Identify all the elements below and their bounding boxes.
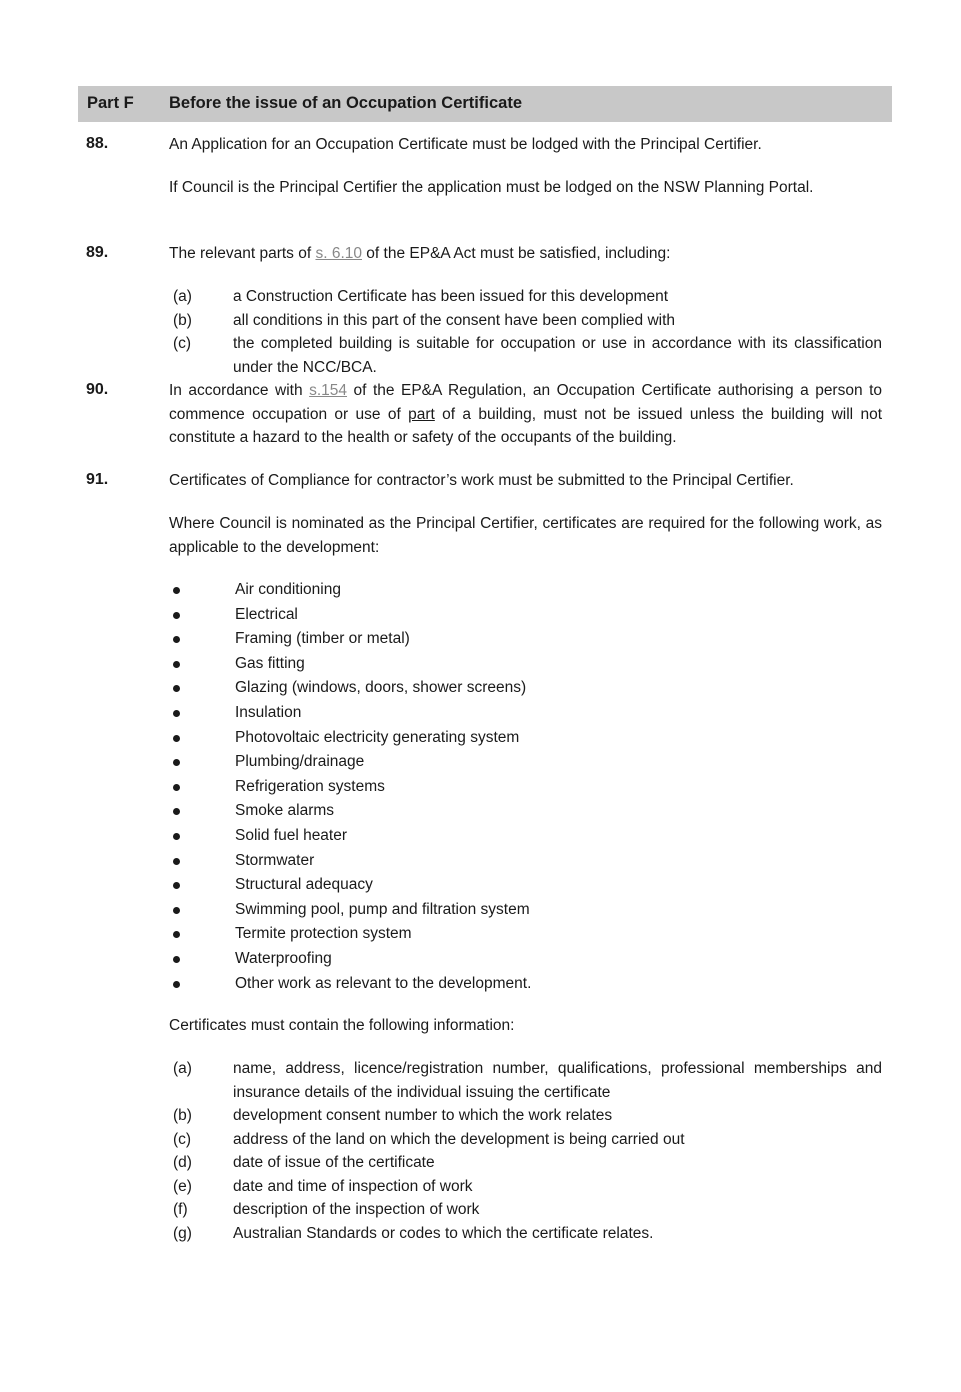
- condition-89-sub-item: [169, 285, 882, 309]
- bullet-icon: [173, 981, 180, 988]
- certificate-info-item-label: (e): [173, 1177, 192, 1195]
- certificate-info-item: [169, 1151, 882, 1175]
- condition-90-pre: In accordance with: [169, 382, 310, 399]
- certificate-info-list: [169, 1057, 882, 1245]
- part-header: [78, 86, 892, 122]
- bullet-icon: [173, 858, 180, 865]
- work-types-list: [169, 578, 882, 996]
- bullet-icon: [173, 907, 180, 914]
- bullet-icon: [173, 587, 180, 594]
- condition-89-sub-item-label: (c): [173, 335, 192, 352]
- work-type-item: [169, 750, 882, 775]
- work-type-text: Framing (timber or metal): [235, 630, 410, 648]
- bullet-icon: [173, 759, 180, 766]
- bullet-icon: [173, 710, 180, 717]
- condition-number-90: 90.: [86, 381, 109, 398]
- work-type-text: Electrical: [235, 605, 298, 623]
- condition-90-post: of a building, must not be issued unless the building will not constitute a hazard to the health or safety of the occupants of the building.: [169, 405, 882, 446]
- condition-89-sub-item: [169, 332, 882, 379]
- condition-89-sub-item-text: all conditions in this part of the consent have been complied with: [233, 311, 676, 329]
- certificate-info-item-label: (c): [173, 1130, 192, 1148]
- work-type-item: [169, 873, 882, 898]
- condition-number-91: 91.: [86, 471, 109, 488]
- bullet-icon: [173, 931, 180, 938]
- bullet-icon: [173, 661, 180, 668]
- work-type-text: Structural adequacy: [235, 876, 373, 894]
- condition-91-text: Certificates of Compliance for contractor’s work must be submitted to the Principal Certifier.: [169, 472, 794, 489]
- certificate-info-item-text: date of issue of the certificate: [233, 1154, 435, 1171]
- certificate-info-item: [169, 1175, 882, 1199]
- work-type-item: [169, 627, 882, 652]
- work-type-text: Air conditioning: [235, 581, 341, 598]
- certificate-info-item-text: name, address, licence/registration number, qualifications, professional memberships and insurance details of the individual issuing the certificate: [233, 1060, 882, 1101]
- condition-89-text: [169, 242, 882, 266]
- condition-89-list: [169, 285, 882, 379]
- work-type-item: [169, 701, 882, 726]
- act-section-link[interactable]: s. 6.10: [315, 245, 362, 262]
- work-type-text: Refrigeration systems: [235, 777, 385, 795]
- regulation-section-link[interactable]: s.154: [309, 382, 348, 399]
- condition-89-sub-item-label: (a): [173, 288, 192, 305]
- bullet-icon: [173, 735, 180, 742]
- certificate-info-item: [169, 1198, 882, 1222]
- certificate-info-item-text: description of the inspection of work: [233, 1201, 480, 1218]
- part-label: Part F: [87, 94, 134, 112]
- certificate-info-item-label: (f): [173, 1201, 188, 1218]
- condition-number-89: 89.: [86, 244, 109, 261]
- work-type-item: [169, 947, 882, 972]
- work-type-text: Insulation: [235, 703, 302, 721]
- bullet-icon: [173, 808, 180, 815]
- work-type-text: Glazing (windows, doors, shower screens): [235, 679, 527, 697]
- bullet-icon: [173, 685, 180, 692]
- certificate-info-item-text: development consent number to which the work relates: [233, 1107, 613, 1124]
- bullet-icon: [173, 784, 180, 791]
- condition-88-portal-text: If Council is the Principal Certifier the application must be lodged on the NSW Planning Portal.: [169, 179, 814, 196]
- work-type-text: Photovoltaic electricity generating system: [235, 728, 520, 746]
- condition-89-sub-item-text: the completed building is suitable for occupation or use in accordance with its classification under the NCC/BCA.: [233, 335, 882, 376]
- work-type-item: [169, 898, 882, 923]
- work-type-item: [169, 849, 882, 874]
- bullet-icon: [173, 882, 180, 889]
- work-type-item: [169, 676, 882, 701]
- work-type-text: Swimming pool, pump and filtration system: [235, 900, 530, 918]
- bullet-icon: [173, 833, 180, 840]
- certificate-info-item: [169, 1128, 882, 1152]
- certificate-info-item-text: Australian Standards or codes to which the certificate relates.: [233, 1224, 654, 1242]
- work-type-item: [169, 824, 882, 849]
- condition-90-underlined: part: [408, 405, 435, 423]
- work-type-item: [169, 922, 882, 947]
- work-type-item: [169, 799, 882, 824]
- work-type-text: Termite protection system: [235, 925, 412, 943]
- condition-91-intro: Where Council is nominated as the Principal Certifier, certificates are required for the following work, as applicable to the development:: [169, 515, 882, 556]
- part-title: Before the issue of an Occupation Certificate: [169, 94, 522, 112]
- condition-90-mid: of the EP&A Regulation, an Occupation Certificate authorising a person to commence occupation or use of: [169, 382, 883, 423]
- condition-89-sub-item-text: a Construction Certificate has been issued for this development: [233, 288, 669, 305]
- work-type-item: [169, 775, 882, 800]
- condition-89-sub-item: [169, 309, 882, 333]
- work-type-text: Solid fuel heater: [235, 826, 348, 844]
- bullet-icon: [173, 612, 180, 619]
- certificate-info-item-label: (a): [173, 1060, 192, 1077]
- condition-number-88: 88.: [86, 135, 109, 152]
- certificate-info-item-label: (d): [173, 1154, 192, 1171]
- work-type-text: Gas fitting: [235, 654, 305, 672]
- certificate-info-item-label: (b): [173, 1107, 192, 1124]
- certificate-info-item: [169, 1222, 882, 1246]
- work-type-item: [169, 726, 882, 751]
- condition-89-post: of the EP&A Act must be satisfied, including:: [362, 245, 671, 262]
- work-type-text: Waterproofing: [235, 949, 332, 967]
- condition-90-text: [169, 379, 882, 450]
- condition-89-sub-item-label: (b): [173, 311, 192, 329]
- bullet-icon: [173, 956, 180, 963]
- certificate-info-item-text: date and time of inspection of work: [233, 1177, 473, 1195]
- certificate-info-item: [169, 1057, 882, 1104]
- work-type-item: [169, 603, 882, 628]
- condition-89-pre: The relevant parts of: [169, 245, 316, 262]
- work-type-item: [169, 972, 882, 997]
- work-type-text: Plumbing/drainage: [235, 753, 365, 771]
- work-type-item: [169, 578, 882, 603]
- certificate-info-item: [169, 1104, 882, 1128]
- certificate-info-item-text: address of the land on which the development is being carried out: [233, 1130, 685, 1148]
- work-type-item: [169, 652, 882, 677]
- work-type-text: Smoke alarms: [235, 802, 335, 820]
- condition-88-text: An Application for an Occupation Certificate must be lodged with the Principal Certifier.: [169, 136, 762, 153]
- certificate-info-item-label: (g): [173, 1224, 192, 1242]
- work-type-text: Other work as relevant to the development.: [235, 974, 532, 992]
- condition-91-info-intro: Certificates must contain the following information:: [169, 1017, 515, 1034]
- bullet-icon: [173, 636, 180, 643]
- work-type-text: Stormwater: [235, 851, 315, 869]
